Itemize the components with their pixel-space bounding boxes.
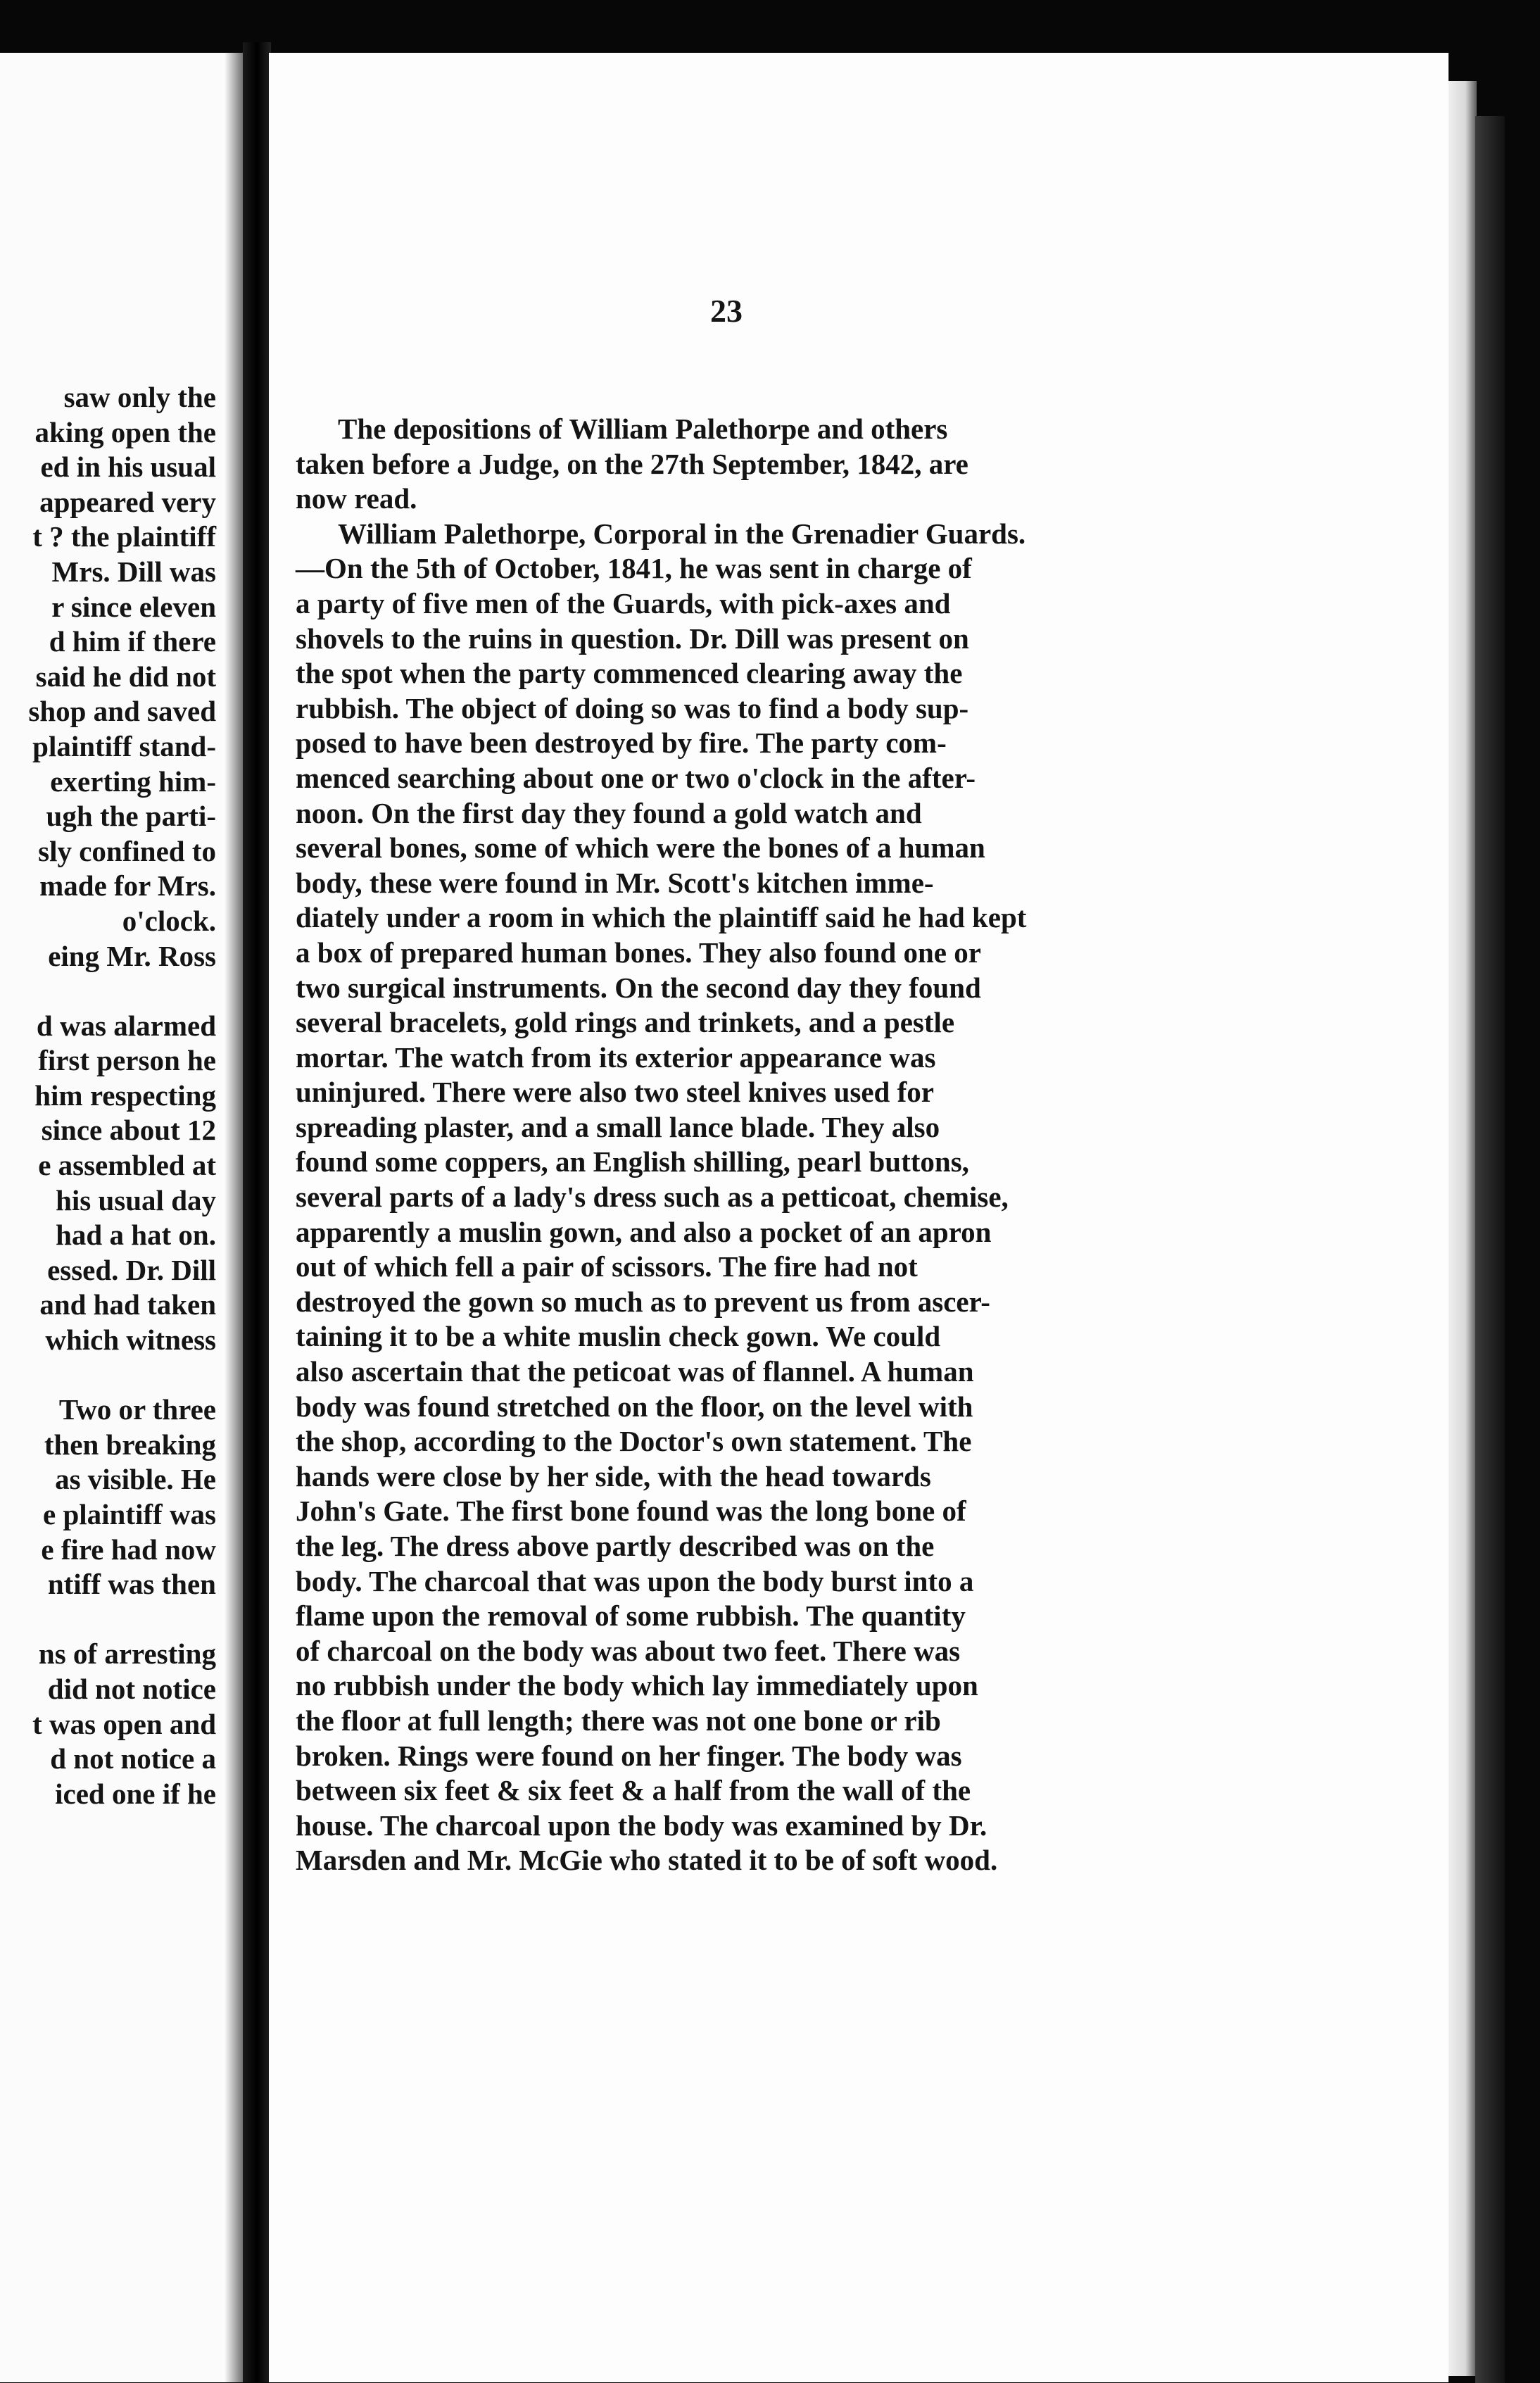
- text-line: a party of five men of the Guards, with pick-axes and: [296, 586, 951, 620]
- left-page-line: his usual day: [56, 1183, 216, 1216]
- text-line: flame upon the removal of some rubbish. The quantity: [296, 1599, 966, 1633]
- text-line: William Palethorpe, Corporal in the Grenadier Guards.: [338, 517, 1026, 550]
- text-line: broken. Rings were found on her finger. The body was: [296, 1739, 962, 1772]
- left-page-line: said he did not: [35, 660, 216, 693]
- left-page-line: had a hat on.: [56, 1219, 216, 1252]
- left-page-line: [0, 974, 216, 1009]
- text-line: shovels to the ruins in question. Dr. Dill was present on: [296, 622, 969, 655]
- left-page-line: sly confined to: [38, 834, 216, 867]
- page-number: 23: [710, 293, 743, 329]
- left-page-line: aking open the: [34, 415, 216, 448]
- left-page-line: [0, 1602, 216, 1637]
- left-page-line: since about 12: [41, 1114, 216, 1147]
- text-line: also ascertain that the peticoat was of flannel. A human: [296, 1355, 974, 1388]
- left-page-text: [0, 380, 216, 1811]
- text-line: the shop, according to the Doctor's own statement. The: [296, 1425, 972, 1458]
- left-page-line: e assembled at: [38, 1149, 216, 1182]
- text-line: body. The charcoal that was upon the body burst into a: [296, 1564, 974, 1597]
- text-line: Marsden and Mr. McGie who stated it to be of soft wood.: [296, 1844, 998, 1877]
- left-page-line: t was open and: [32, 1707, 216, 1740]
- left-page-line: as visible. He: [55, 1463, 216, 1496]
- left-page-line: ed in his usual: [40, 451, 216, 484]
- text-line: rubbish. The object of doing so was to find a body sup-: [296, 691, 969, 724]
- text-line: the floor at full length; there was not one bone or rib: [296, 1704, 941, 1737]
- left-page-line: ns of arresting: [38, 1637, 216, 1671]
- left-facing-page: [0, 53, 243, 2382]
- text-line: menced searching about one or two o'clock in the after-: [296, 761, 976, 794]
- text-line: diately under a room in which the plaintiff said he had kept: [296, 901, 1027, 934]
- left-page-line: t ? the plaintiff: [32, 520, 216, 553]
- text-line: The depositions of William Palethorpe and others: [338, 413, 948, 445]
- left-page-line: d him if there: [49, 625, 216, 658]
- text-line: house. The charcoal upon the body was examined by Dr.: [296, 1809, 987, 1842]
- right-page: [269, 53, 1449, 2382]
- text-line: destroyed the gown so much as to prevent us from ascer-: [296, 1285, 990, 1318]
- text-line: mortar. The watch from its exterior appearance was: [296, 1040, 936, 1074]
- left-page-line: plaintiff stand-: [32, 729, 216, 762]
- left-page-line: him respecting: [34, 1079, 216, 1112]
- left-page-line: ugh the parti-: [46, 800, 216, 833]
- left-page-line: r since eleven: [51, 590, 216, 623]
- left-page-line: did not notice: [47, 1672, 216, 1705]
- cover-edge: [1475, 116, 1505, 2383]
- gutter-shadow: [225, 53, 243, 2382]
- left-page-line: made for Mrs.: [39, 869, 216, 903]
- left-page-line: essed. Dr. Dill: [47, 1253, 216, 1286]
- text-line: apparently a muslin gown, and also a pocket of an apron: [296, 1215, 992, 1248]
- left-page-line: e plaintiff was: [43, 1498, 216, 1530]
- text-line: noon. On the first day they found a gold watch and: [296, 796, 922, 829]
- left-page-line: d was alarmed: [36, 1009, 216, 1042]
- book-spine: [243, 42, 271, 2382]
- left-page-line: Mrs. Dill was: [51, 555, 216, 588]
- left-page-line: then breaking: [44, 1428, 216, 1461]
- left-page-line: shop and saved: [28, 695, 216, 728]
- text-line: now read.: [296, 482, 417, 515]
- left-page-line: e fire had now: [41, 1533, 216, 1566]
- left-page-line: eing Mr. Ross: [48, 939, 216, 972]
- text-line: —On the 5th of October, 1841, he was sent in charge of: [296, 552, 972, 585]
- text-line: body was found stretched on the floor, on the level with: [296, 1390, 973, 1423]
- left-page-line: first person he: [38, 1044, 216, 1077]
- left-page-line: appeared very: [39, 485, 216, 518]
- left-page-line: ntiff was then: [47, 1568, 216, 1601]
- text-line: between six feet & six feet & a half from the wall of the: [296, 1774, 971, 1807]
- text-line: the spot when the party commenced clearing away the: [296, 657, 963, 690]
- left-page-line: which witness: [45, 1323, 216, 1357]
- left-page-line: and had taken: [39, 1288, 216, 1321]
- left-page-line: exerting him-: [50, 765, 216, 798]
- text-line: several bracelets, gold rings and trinkets, and a pestle: [296, 1006, 955, 1039]
- left-page-line: Two or three: [58, 1393, 216, 1426]
- text-line: the leg. The dress above partly described was on the: [296, 1530, 935, 1562]
- left-page-line: [0, 1358, 216, 1393]
- page-edge: [1449, 81, 1477, 2376]
- text-line: several parts of a lady's dress such as a petticoat, chemise,: [296, 1181, 1009, 1214]
- text-line: out of which fell a pair of scissors. The fire had not: [296, 1250, 918, 1283]
- body-text: [296, 412, 1154, 1878]
- text-line: no rubbish under the body which lay immediately upon: [296, 1669, 978, 1702]
- text-line: two surgical instruments. On the second day they found: [296, 971, 981, 1004]
- text-line: uninjured. There were also two steel knives used for: [296, 1076, 934, 1109]
- text-line: John's Gate. The first bone found was the long bone of: [296, 1495, 966, 1528]
- left-page-line: d not notice a: [50, 1742, 216, 1775]
- text-line: taining it to be a white muslin check gown. We could: [296, 1320, 941, 1353]
- text-line: a box of prepared human bones. They also found one or: [296, 936, 981, 969]
- text-line: several bones, some of which were the bones of a human: [296, 831, 985, 864]
- text-line: body, these were found in Mr. Scott's kitchen imme-: [296, 866, 934, 899]
- left-page-line: o'clock.: [122, 904, 216, 937]
- left-page-line: saw only the: [63, 381, 216, 413]
- left-page-line: iced one if he: [55, 1777, 216, 1810]
- text-line: posed to have been destroyed by fire. The party com-: [296, 727, 947, 760]
- text-line: spreading plaster, and a small lance blade. They also: [296, 1110, 940, 1143]
- text-line: found some coppers, an English shilling, pearl buttons,: [296, 1145, 969, 1178]
- text-line: of charcoal on the body was about two feet. There was: [296, 1634, 961, 1667]
- text-line: hands were close by her side, with the head towards: [296, 1459, 931, 1492]
- text-line: taken before a Judge, on the 27th September, 1842, are: [296, 447, 968, 480]
